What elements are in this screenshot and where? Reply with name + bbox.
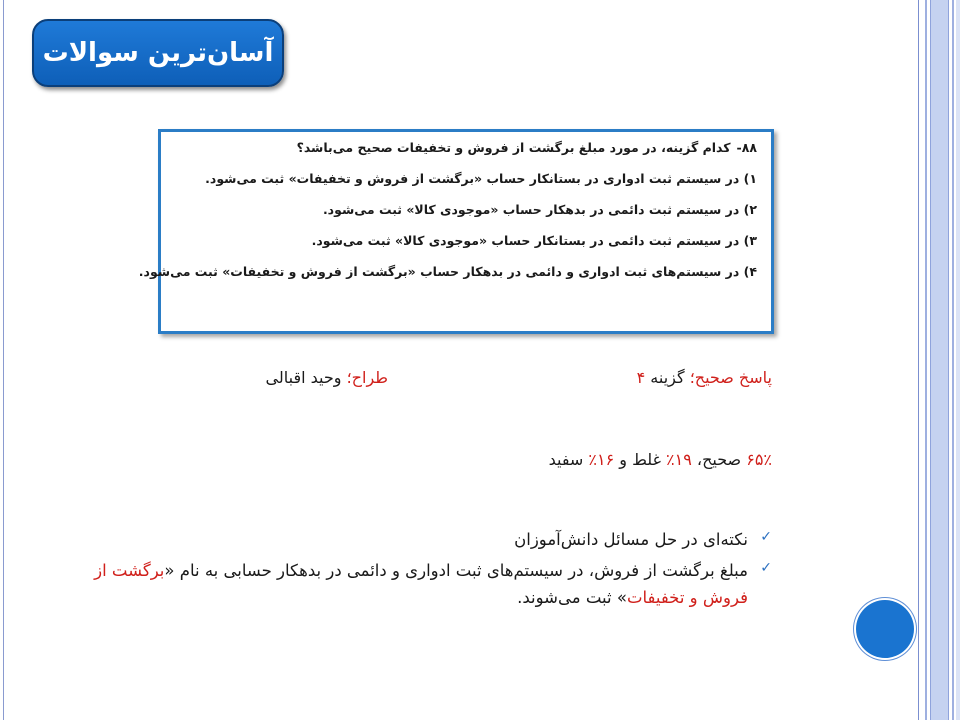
slide-frame-right [918, 0, 960, 720]
designer-name: وحید اقبالی [265, 368, 347, 387]
wrong-pct: ۱۹٪ [666, 450, 692, 469]
option-1: ۱) در سیستم ثبت ادواری در بستانکار حساب «برگشت از فروش و تخفیفات» ثبت می‌شود. [205, 170, 757, 186]
correct-label: صحیح، [691, 450, 747, 469]
correct-pct: ۶۵٪ [746, 450, 772, 469]
correct-answer [637, 368, 772, 387]
answer-option: ۴ [636, 368, 646, 387]
note-text-before: مبلغ برگشت از فروش، در سیستم‌های ثبت ادواری و دائمی در بدهکار حسابی به نام « [164, 561, 748, 581]
note-text-after: » ثبت می‌شوند. [517, 588, 627, 608]
option-4: ۴) در سیستم‌های ثبت ادواری و دائمی در بدهکار حساب «برگشت از فروش و تخفیفات» ثبت می‌شود. [138, 263, 757, 279]
answer-stats [549, 450, 772, 469]
designer [266, 368, 388, 387]
wrong-label: غلط و [614, 450, 667, 469]
blank-pct: ۱۶٪ [588, 450, 615, 469]
decorative-circle [856, 600, 914, 658]
designer-label: طراح؛ [346, 368, 388, 387]
option-2: ۲) در سیستم ثبت دائمی در بدهکار حساب «موجودی کالا» ثبت می‌شود. [322, 201, 757, 217]
title-banner [32, 19, 284, 87]
check-icon: ✓ [760, 560, 772, 577]
note-text: نکته‌ای در حل مسائل دانش‌آموزان [514, 530, 748, 549]
answer-value: گزینه [645, 368, 690, 387]
notes-list [72, 526, 772, 616]
note-highlight: برگشت از فروش و تخفیفات [94, 561, 748, 608]
question-stem: کدام گزینه، در مورد مبلغ برگشت از فروش و تخفیفات صحیح می‌باشد؟ [296, 140, 731, 155]
check-icon: ✓ [760, 529, 772, 545]
list-item [72, 526, 772, 553]
answer-label: پاسخ صحیح؛ [689, 368, 772, 387]
question-number: ۸۸- [736, 140, 757, 155]
question-header [171, 140, 757, 157]
option-3: ۳) در سیستم ثبت دائمی در بستانکار حساب «موجودی کالا» ثبت می‌شود. [311, 232, 757, 248]
page-title: آسان‌ترین سوالات [42, 38, 274, 68]
blank-label: سفید [548, 450, 589, 469]
slide-frame-left [3, 0, 4, 720]
list-item [72, 557, 772, 611]
question-box [138, 129, 774, 334]
